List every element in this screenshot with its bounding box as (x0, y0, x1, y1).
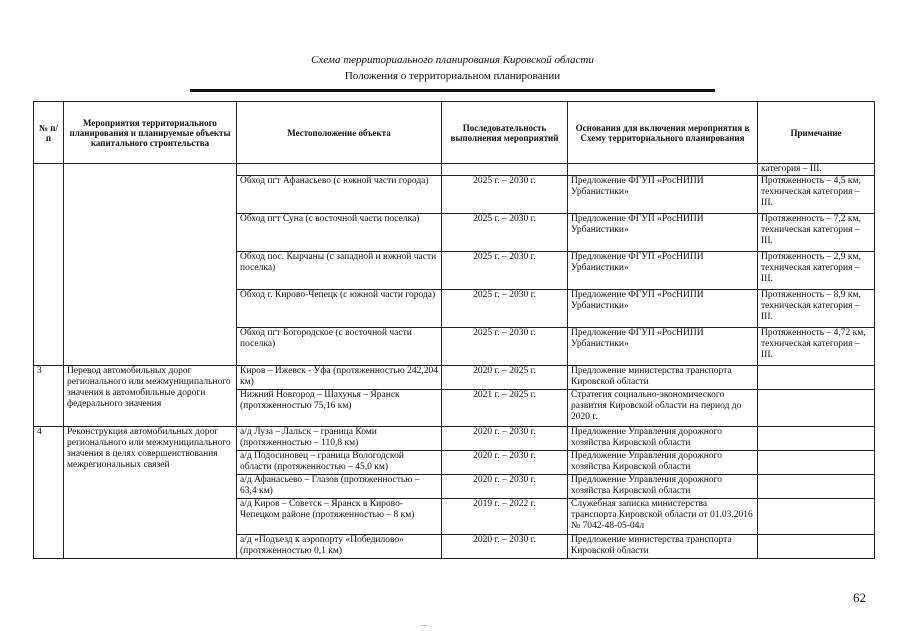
planning-table (33, 101, 875, 559)
cell-period: 2025 г. – 2030 г. (442, 290, 568, 328)
cell-basis: Предложение ФГУП «РосНИПИ Урбанистики» (568, 328, 758, 366)
cell-note (758, 366, 875, 390)
table-row (34, 366, 875, 390)
cell-location (237, 164, 442, 176)
cell-note: Протяженность – 7,2 км, техническая категория – III. (758, 214, 875, 252)
cell-num (34, 164, 64, 366)
cell-period: 2020 г. – 2030 г. (442, 427, 568, 451)
table-row (34, 164, 875, 176)
cell-period: 2020 г. – 2030 г. (442, 535, 568, 559)
cell-basis: Предложение ФГУП «РосНИПИ Урбанистики» (568, 252, 758, 290)
cell-location: Обход пгт Афанасьево (с южной части города) (237, 176, 442, 214)
cell-basis: Предложение ФГУП «РосНИПИ Урбанистики» (568, 214, 758, 252)
cell-period: 2019 г. – 2022 г. (442, 499, 568, 535)
document-subtitle: Положения о территориальном планировании (344, 70, 561, 82)
cell-note (758, 427, 875, 451)
cell-location: а/д Афанасьево – Глазов (протяженностью – 63,4 км) (237, 475, 442, 499)
cell-measure: Реконструкция автомобильных дорог регионального или межмуниципального значения в целях совершенствования межрегиональных связей (64, 427, 237, 559)
cell-num: 3 (34, 366, 64, 427)
cell-location: а/д Луза – Лальск – граница Коми (протяженностью – 110,8 км) (237, 427, 442, 451)
column-header-num: № п/п (34, 102, 64, 164)
cell-period (442, 164, 568, 176)
cell-period: 2020 г. – 2030 г. (442, 475, 568, 499)
table-header-row (34, 102, 875, 164)
cell-basis: Предложение министерства транспорта Кировской области (568, 535, 758, 559)
cell-basis: Предложение Управления дорожного хозяйства Кировской области (568, 475, 758, 499)
cell-location: Обход пгт Богородское (с восточной части поселка) (237, 328, 442, 366)
cell-location: Нижний Новгород – Шахунья – Яранск (протяженностью 75,16 км) (237, 390, 442, 427)
cell-period: 2025 г. – 2030 г. (442, 214, 568, 252)
cell-note (758, 535, 875, 559)
table-row (34, 427, 875, 451)
cell-measure: Перевод автомобильных дорог регионального или межмуниципального значения в автомобильные дороги федерального значения (64, 366, 237, 427)
cell-note: Протяженность – 8,9 км, техническая категория – III. (758, 290, 875, 328)
cell-basis: Стратегия социально-экономического развития Кировской области на период до 2020 г. (568, 390, 758, 427)
column-header-basis: Основания для включения мероприятия в Схему территориального планирования (568, 102, 758, 164)
column-header-note: Примечание (758, 102, 875, 164)
cell-location: Киров – Ижевск - Уфа (протяженностью 242,204 км) (237, 366, 442, 390)
cell-note (758, 499, 875, 535)
cell-period: 2025 г. – 2030 г. (442, 328, 568, 366)
cell-location: а/д Киров – Советск – Яранск в Кирово-Чепецком районе (протяженностью – 8 км) (237, 499, 442, 535)
cell-basis: Предложение ФГУП «РосНИПИ Урбанистики» (568, 290, 758, 328)
cell-basis (568, 164, 758, 176)
cell-location: Обход пгт Суна (с восточной части поселка) (237, 214, 442, 252)
cell-note: Протяженность – 4,5 км, техническая категория – III. (758, 176, 875, 214)
cell-location: а/д Подосиновец – граница Вологодской области (протяженностью – 45,0 км) (237, 451, 442, 475)
cell-period: 2025 г. – 2030 г. (442, 252, 568, 290)
cell-basis: Служебная записка министерства транспорта Кировской области от 01.03.2016 № 7042-48-05-04л (568, 499, 758, 535)
cell-period: 2021 г. – 2025 г. (442, 390, 568, 427)
cell-note: категория – III. (758, 164, 875, 176)
cell-location: а/д «Подъезд к аэропорту «Победилово» (протяженностью 0,1 км) (237, 535, 442, 559)
cell-period: 2020 г. – 2025 г. (442, 366, 568, 390)
column-header-period: Последовательность выполнения мероприятий (442, 102, 568, 164)
footer-mark: –– . (420, 620, 432, 629)
column-header-location: Местоположение объекта (237, 102, 442, 164)
cell-location: Обход пос. Кырчаны (с западной и южной части поселка) (237, 252, 442, 290)
cell-period: 2020 г. – 2030 г. (442, 451, 568, 475)
document-title: Схема территориального планирования Кировской области (311, 54, 594, 66)
cell-note (758, 451, 875, 475)
cell-note (758, 475, 875, 499)
cell-note: Протяженность – 4,72 км, техническая категория – III. (758, 328, 875, 366)
cell-basis: Предложение Управления дорожного хозяйства Кировской области (568, 427, 758, 451)
cell-basis: Предложение министерства транспорта Кировской области (568, 366, 758, 390)
cell-measure (64, 164, 237, 366)
cell-basis: Предложение Управления дорожного хозяйства Кировской области (568, 451, 758, 475)
cell-note: Протяженность – 2,9 км, техническая категория – III. (758, 252, 875, 290)
header-rule (190, 89, 715, 92)
page-number: 62 (853, 590, 866, 605)
cell-location: Обход г. Кирово-Чепецк (с южной части города) (237, 290, 442, 328)
cell-note (758, 390, 875, 427)
cell-basis: Предложение ФГУП «РосНИПИ Урбанистики» (568, 176, 758, 214)
cell-num: 4 (34, 427, 64, 559)
column-header-measure: Мероприятия территориального планирования и планируемые объекты капитального строительства (64, 102, 237, 164)
cell-period: 2025 г. – 2030 г. (442, 176, 568, 214)
